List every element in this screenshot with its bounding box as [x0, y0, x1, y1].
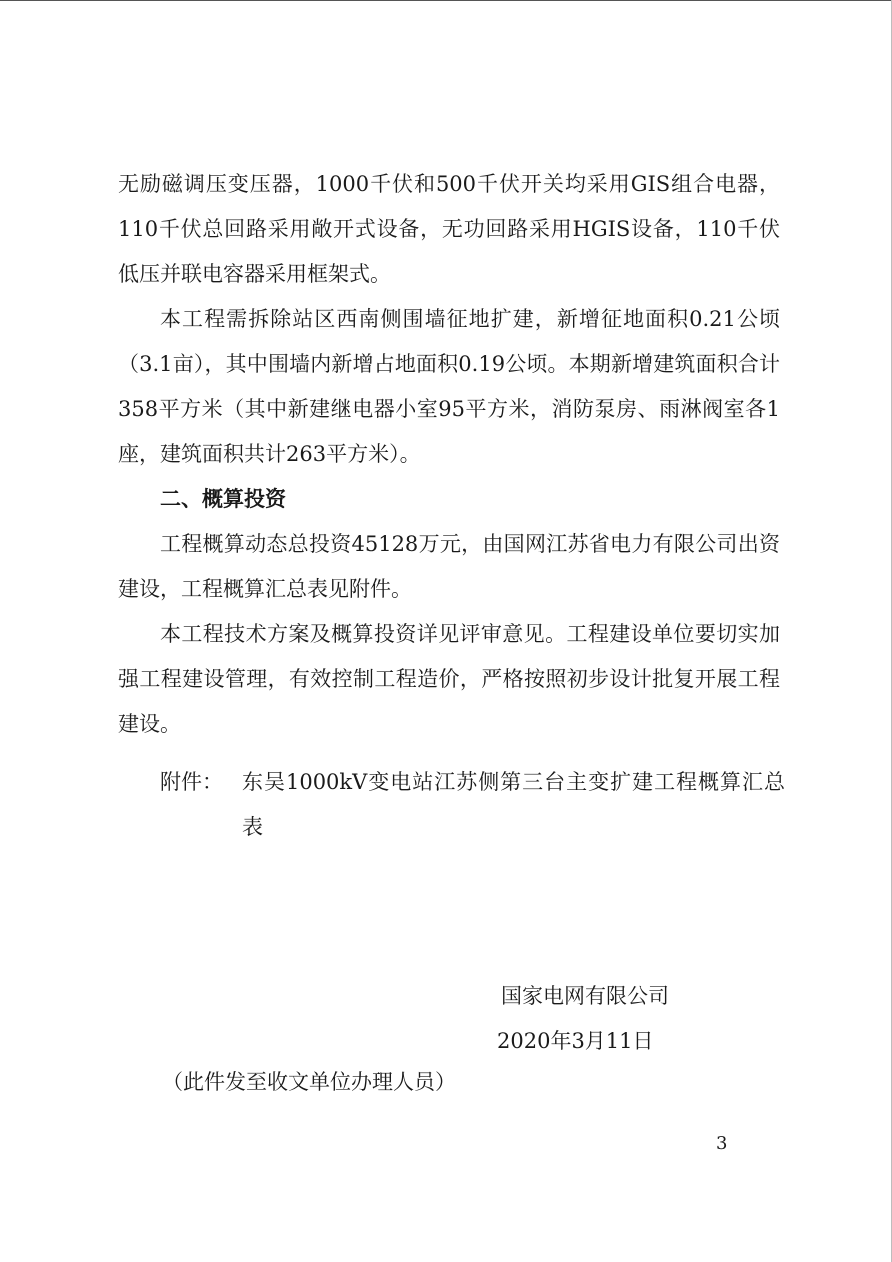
page-top-border: [0, 0, 892, 1]
attachment-label: 附件：: [160, 770, 223, 794]
paragraph-requirements: 本工程技术方案及概算投资详见评审意见。工程建设单位要切实加强工程建设管理，有效控制工程造价，严格按照初步设计批复开展工程建设。: [118, 622, 780, 736]
page-number: 3: [716, 1133, 728, 1154]
signature-block: [497, 974, 727, 1064]
paragraph-investment: 工程概算动态总投资45128万元，由国网江苏省电力有限公司出资建设，工程概算汇总表见附件。: [118, 532, 780, 601]
paragraph-land-area: 本工程需拆除站区西南侧围墙征地扩建，新增征地面积0.21公顷（3.1亩），其中围墙内新增占地面积0.19公顷。本期新增建筑面积合计358平方米（其中新建继电器小室95平方米，消防泵房、雨淋阀室各1座，建筑面积共计263平方米）。: [118, 307, 780, 466]
section-heading-budget: 二、概算投资: [160, 487, 286, 511]
attachment-block: [160, 760, 785, 850]
paragraph-equipment: 无励磁调压变压器，1000千伏和500千伏开关均采用GIS组合电器，110千伏总回路采用敞开式设备，无功回路采用HGIS设备，110千伏低压并联电容器采用框架式。: [118, 172, 780, 286]
issuing-organization: 国家电网有限公司: [501, 984, 669, 1008]
attachment-title: 东吴1000kV变电站江苏侧第三台主变扩建工程概算汇总表: [242, 770, 785, 839]
distribution-note: （此件发至收文单位办理人员）: [162, 1070, 456, 1094]
document-body: [118, 162, 780, 747]
issue-date: 2020年3月11日: [497, 1029, 654, 1053]
